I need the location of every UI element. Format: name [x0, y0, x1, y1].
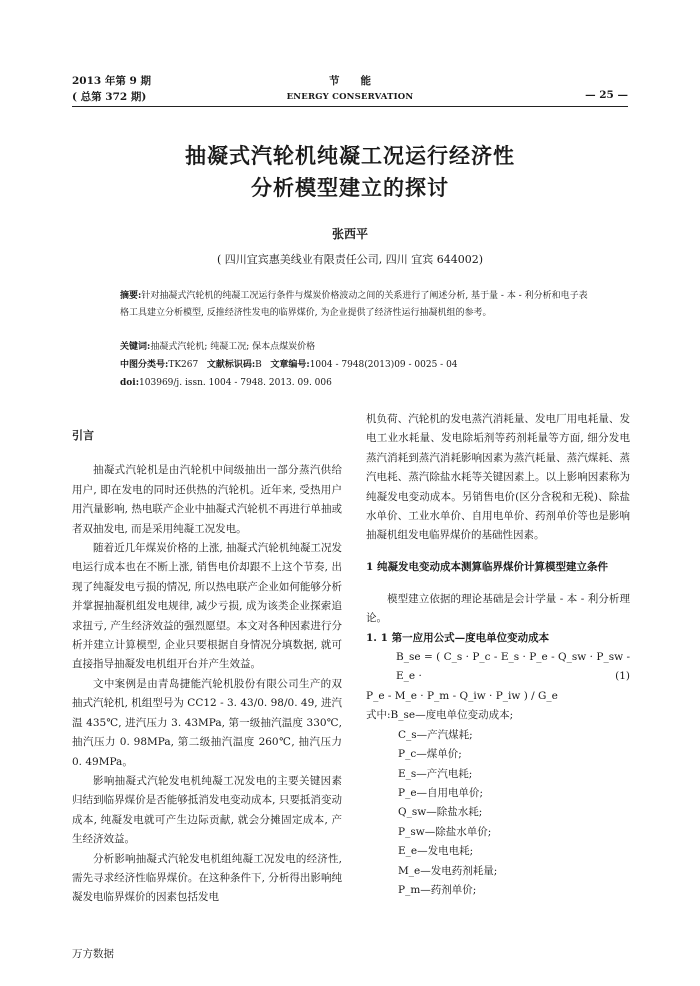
journal-name-en: ENERGY CONSERVATION — [286, 92, 414, 102]
subsection-1-1-heading: 1. 1 第一应用公式—度电单位变动成本 — [366, 631, 550, 644]
definition-item: C_s—产汽煤耗; — [398, 728, 473, 741]
issue-info — [72, 73, 151, 105]
right-column — [366, 410, 630, 900]
header-rule — [72, 106, 628, 107]
left-column — [72, 421, 342, 908]
page-number: — 25 — — [585, 89, 628, 101]
keywords-text: 抽凝式汽轮机; 纯凝工况; 保本点煤炭价格 — [150, 342, 316, 352]
definition-item: M_e—发电药剂耗量; — [398, 864, 498, 877]
paragraph: 文中案例是由青岛捷能汽轮机股份有限公司生产的双抽式汽轮机, 机组型号为 CC12 - 3. 43/0. 98/0. 49, 进汽温 435℃, 进汽压力 3. 43MPa, 第一级抽汽温度 330℃, 抽汽压力 0. 98MPa, 第二级抽汽温度 260℃, 抽汽压力 0. 49MPa。 — [72, 677, 342, 768]
formula-1 — [366, 648, 630, 706]
title-line-1: 抽凝式汽轮机纯凝工况运行经济性 — [185, 143, 515, 168]
definition-item: P_m—药剂单价; — [398, 883, 477, 896]
article-number-label: 文章编号: — [270, 360, 310, 370]
section-1-heading: 1 纯凝发电变动成本测算临界煤价计算模型建立条件 — [366, 560, 608, 573]
journal-name-cn: 节 能 — [329, 75, 371, 87]
classification-line — [120, 357, 600, 374]
issue-year: 2013 年第 9 期 — [72, 75, 151, 87]
author-affiliation: ( 四川宜宾惠美线业有限责任公司, 四川 宜宾 644002) — [216, 253, 484, 266]
journal-name — [260, 73, 440, 105]
definition-item: P_c—煤单价; — [398, 748, 462, 761]
article-title — [72, 140, 628, 204]
paragraph: 分析影响抽凝式汽轮发电机组纯凝工况发电的经济性, 需先寻求经济性临界煤价。在这种条件下, 分析得出影响纯凝发电临界煤价的因素包括发电 — [72, 852, 342, 904]
article-number-value: 1004 - 7948(2013)09 - 0025 - 04 — [309, 360, 458, 370]
abstract-label: 摘要: — [120, 291, 142, 301]
clc-value: TK267 — [168, 360, 199, 370]
variable-definitions — [366, 706, 630, 900]
abstract — [120, 288, 590, 322]
paragraph: 影响抽凝式汽轮发电机纯凝工况发电的主要关键因素归结到临界煤价是否能够抵消发电变动成本, 只要抵消变动成本, 纯凝发电就可产生边际贡献, 就会分摊固定成本, 产生经济效益。 — [72, 774, 342, 846]
equation-number: (1) — [615, 670, 630, 683]
keywords — [120, 339, 600, 356]
footer-watermark: 万方数据 — [72, 948, 114, 960]
section-1-paragraph: 模型建立依据的理论基础是会计学量 - 本 - 利分析理论。 — [366, 592, 630, 625]
doc-code-label: 文献标识码: — [206, 360, 256, 370]
doi-line — [120, 375, 600, 392]
intro-heading: 引言 — [72, 429, 94, 442]
definition-item: E_s—产汽电耗; — [398, 767, 473, 780]
abstract-text: 针对抽凝式汽轮机的纯凝工况运行条件与煤炭价格波动之间的关系进行了阐述分析, 基于量 - 本 - 利分析和电子表格工具建立分析模型, 反推经济性发电的临界煤价, 为企业提供了经济性运行抽凝机组的参考。 — [120, 291, 588, 318]
definition-item: Q_sw—除盐水耗; — [398, 806, 483, 819]
doc-code-value: B — [255, 360, 262, 370]
author-name: 张西平 — [331, 227, 368, 241]
definition-item: E_e—发电电耗; — [398, 845, 474, 858]
paragraph: 抽凝式汽轮机是由汽轮机中间级抽出一部分蒸汽供给用户, 即在发电的同时还供热的汽轮机。近年来, 受热用户用汽量影响, 热电联产企业中抽凝式汽轮机不再进行单抽或者双抽发电, 而是采用纯凝工况发电。 — [72, 464, 342, 535]
formula-line-1: B_se = ( C_s · P_c - E_s · P_e - Q_sw · P_sw - E_e · — [396, 651, 630, 683]
definition-item: P_sw—除盐水单价; — [398, 825, 492, 838]
doi-label: doi: — [120, 378, 140, 388]
formula-line-2: P_e - M_e · P_m - Q_iw · P_iw ) / G_e — [366, 689, 558, 702]
definition-item: B_se—度电单位变动成本; — [390, 709, 514, 722]
title-line-2: 分析模型建立的探讨 — [251, 175, 449, 200]
issue-total: ( 总第 372 期) — [72, 91, 147, 103]
paragraph: 随着近几年煤炭价格的上涨, 抽凝式汽轮机纯凝工况发电运行成本也在不断上涨, 销售电价却跟不上这个节奏, 出现了纯凝发电亏损的情况, 所以热电联产企业如何能够分析并掌握抽凝机组发电规律, 减少亏损, 成为该类企业探索追求扭亏, 产生经济效益的强烈愿望。本文对各种因素进行分析并建立计算模型, 企业只要根据自身情况分填数据, 就可直接指导抽凝发电机组开台并产生效益。 — [72, 542, 342, 671]
definition-item: P_e—自用电单价; — [398, 786, 484, 799]
clc-label: 中图分类号: — [120, 360, 169, 370]
doi-value: 103969/j. issn. 1004 - 7948. 2013. 09. 006 — [139, 378, 332, 388]
where-label: 式中: — [366, 709, 391, 722]
paragraph-continued: 机负荷、汽轮机的发电蒸汽消耗量、发电厂用电耗量、发电工业水耗量、发电除垢剂等药剂耗量等方面, 细分发电蒸汽消耗到蒸汽消耗影响因素为蒸汽耗量、蒸汽煤耗、蒸汽电耗、蒸汽除盐水耗等关键因素上。以上影响因素称为纯凝发电变动成本。另销售电价(区分含税和无税)、除盐水单价、工业水单价、自用电单价、药剂单价等也是影响抽凝机组发电临界煤价的基础性因素。 — [366, 413, 630, 542]
keywords-label: 关键词: — [120, 342, 151, 352]
